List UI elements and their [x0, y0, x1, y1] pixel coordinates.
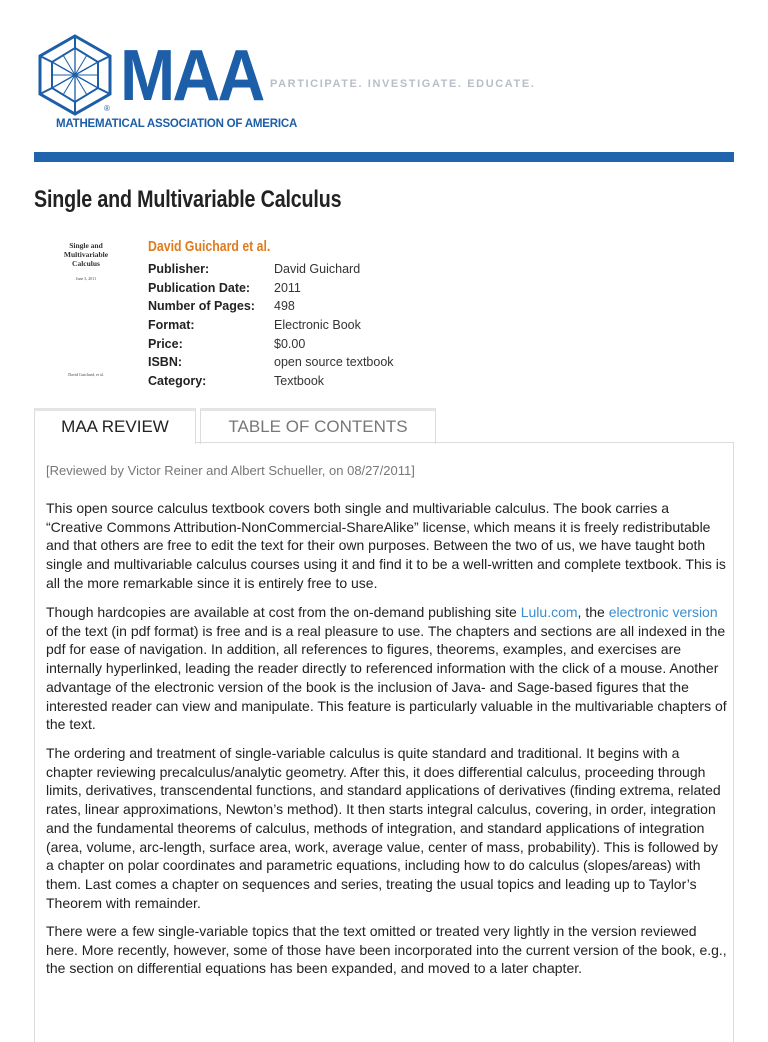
cover-title-line: Calculus: [72, 259, 100, 268]
meta-label: Number of Pages:: [148, 299, 255, 314]
meta-value: Textbook: [274, 374, 325, 389]
review-paragraph: The ordering and treatment of single-variable calculus is quite standard and traditional. It begins with a chapter reviewing precalculus/analytic geometry. After this, it does differential calculus, proceeding through limits, derivatives, transcendental functions, and standard applications of derivatives (finding extrema, related rates, linear approximations, Newton’s method). It then starts integral calculus, covering, in order, integration and the fundamental theorems of calculus, methods of integration, and standard applications of integration (area, volume, arc-length, surface area, work, average value, center of mass, probability). This is followed by a chapter on polar coordinates and parametric equations, including how to do calculus (slopes/areas) with them. Last comes a chapter on sequences and series, treating the usual topics and leading up to Taylor’s Theorem with remainder.: [46, 745, 721, 911]
meta-value: David Guichard: [274, 262, 361, 276]
paragraph-text: , the: [577, 604, 609, 620]
paragraph-text: of the text (in pdf format) is free and is a real pleasure to use. The chapters and sections are all indexed in the pdf for ease of navigation. In addition, all references to figures, theorems, examples, and exercises are internally hyperlinked, leading the reader directly to referenced information with the click of a mouse. Another advantage of the electronic version of the book is the inclusion of Java- and Sage-based figures that the interested reader can view and manipulate. This feature is particularly valuable in the multivariable chapters of the text.: [46, 622, 727, 733]
meta-label: Format:: [148, 318, 195, 333]
tab-bar: [34, 408, 734, 444]
meta-value: open source textbook: [274, 355, 394, 370]
page-title: Single and Multivariable Calculus: [34, 186, 342, 213]
site-tagline: PARTICIPATE. INVESTIGATE. EDUCATE.: [270, 78, 536, 90]
cover-date: June 3, 2011: [75, 276, 97, 281]
meta-label: Price:: [148, 336, 183, 351]
tab-maa-review[interactable]: MAA REVIEW: [34, 408, 196, 444]
review-paragraph: [46, 603, 728, 734]
review-paragraph: This open source calculus textbook covers both single and multivariable calculus. The book carries a “Creative Commons Attribution-NonCommercial-ShareAlike” license, which means it is freely redistributable and that others are free to edit the text for their own purposes. Between the two of us, we have taught both single and multivariable calculus courses using it and find it to be a well-written and complete textbook. This is all the more remarkable since it is entirely free to use.: [46, 500, 726, 591]
paragraph-text: Though hardcopies are available at cost from the on-demand publishing site: [46, 604, 521, 620]
meta-value: 2011: [274, 280, 301, 295]
meta-value: $0.00: [274, 336, 306, 351]
cover-author: David Guichard, et al.: [68, 372, 104, 377]
electronic-version-link[interactable]: electronic version: [608, 604, 718, 620]
header-divider: [34, 152, 734, 162]
book-cover-image[interactable]: [38, 238, 134, 384]
cover-title-line: Multivariable: [63, 250, 109, 259]
meta-label: Category:: [148, 374, 207, 389]
maa-logo[interactable]: [34, 34, 298, 134]
meta-label: ISBN:: [148, 355, 183, 370]
meta-value: 498: [274, 299, 295, 314]
meta-label: Publication Date:: [148, 280, 251, 295]
book-author-link[interactable]: David Guichard et al.: [148, 238, 271, 255]
meta-label: Publisher:: [148, 262, 210, 276]
review-byline: [Reviewed by Victor Reiner and Albert Schueller, on 08/27/2011]: [46, 463, 415, 478]
review-paragraph: There were a few single-variable topics that the text omitted or treated very lightly in the version reviewed here. More recently, however, some of those have been incorporated into the current version of the book, e.g., the section on differential equations has been expanded, and moved to a later chapter.: [46, 923, 727, 977]
cover-title-line: Single and: [69, 241, 103, 250]
logo-wordmark: MAA: [120, 36, 263, 116]
tab-table-of-contents[interactable]: TABLE OF CONTENTS: [200, 408, 436, 444]
meta-value: Electronic Book: [274, 318, 361, 333]
logo-subtitle: MATHEMATICAL ASSOCIATION OF AMERICA: [56, 118, 298, 130]
site-header: [0, 0, 768, 150]
registered-mark: ®: [104, 104, 110, 113]
lulu-link[interactable]: Lulu.com: [520, 604, 578, 620]
